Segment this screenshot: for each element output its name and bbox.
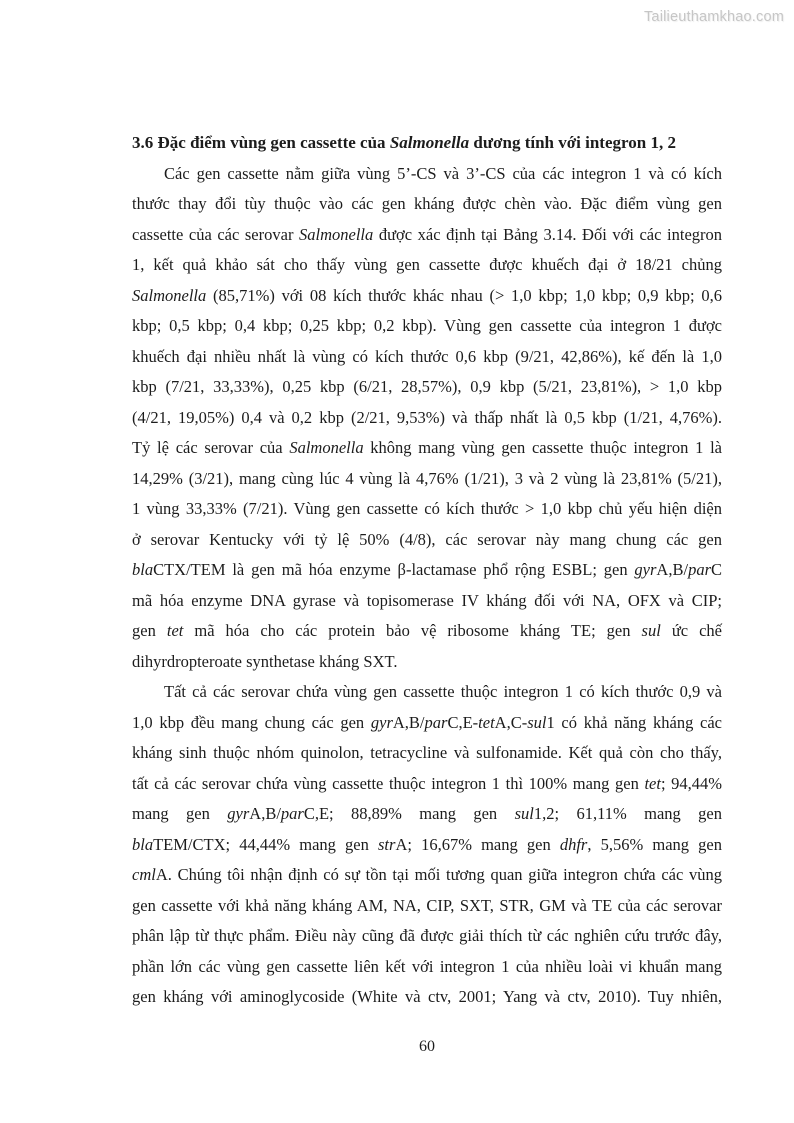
document-content <box>132 128 722 1013</box>
text-line: Salmonella (85,71%) với 08 kích thước khác nhau (> 1,0 kbp; 1,0 kbp; 0,9 kbp; 0,6 <box>132 285 722 305</box>
text-line: cmlA. Chúng tôi nhận định có sự tồn tại mối tương quan giữa integron chứa các vùng <box>132 865 722 884</box>
text-line: phần lớn các vùng gen cassette liên kết với integron 1 của nhiều loài vi khuẩn mang <box>132 956 722 976</box>
text-line: 1, kết quả khảo sát cho thấy vùng gen cassette được khuếch đại ở 18/21 chủng <box>132 255 722 274</box>
paragraph-2 <box>132 677 722 1013</box>
text-line: gen cassette với khả năng kháng AM, NA, CIP, SXT, STR, GM và TE của các serovar <box>132 895 722 915</box>
text-line: 14,29% (3/21), mang cùng lúc 4 vùng là 4,76% (1/21), 3 và 2 vùng là 23,81% (5/21), <box>132 468 722 488</box>
text-line: Tỷ lệ các serovar của Salmonella không mang vùng gen cassette thuộc integron 1 là <box>132 438 722 457</box>
text-line: kbp; 0,5 kbp; 0,4 kbp; 0,25 kbp; 0,2 kbp). Vùng gen cassette của integron 1 được <box>132 316 722 335</box>
page-number: 60 <box>419 1038 435 1055</box>
text-line: khuếch đại nhiều nhất là vùng có kích thước 0,6 kbp (9/21, 42,86%), kế đến là 1,0 <box>132 346 722 366</box>
text-line: Tất cả các serovar chứa vùng gen cassette thuộc integron 1 có kích thước 0,9 và <box>164 682 722 701</box>
text-line: Các gen cassette nằm giữa vùng 5’-CS và 3’-CS của các integron 1 và có kích <box>164 163 722 183</box>
text-line: ở serovar Kentucky với tỷ lệ 50% (4/8), các serovar này mang chung các gen <box>132 529 722 549</box>
text-line: gen tet mã hóa cho các protein bảo vệ ribosome kháng TE; gen sul ức chế <box>132 621 723 640</box>
text-line: kbp (7/21, 33,33%), 0,25 kbp (6/21, 28,57%), 0,9 kbp (5/21, 23,81%), > 1,0 kbp <box>132 377 722 396</box>
text-line: blaCTX/TEM là gen mã hóa enzyme β-lactamase phổ rộng ESBL; gen gyrA,B/parC <box>132 560 722 579</box>
text-line: kháng sinh thuộc nhóm quinolon, tetracycline và sulfonamide. Kết quả còn cho thấy, <box>132 743 722 762</box>
text-line: phân lập từ thực phẩm. Điều này cũng đã được giải thích từ các nghiên cứu trước đây, <box>132 926 722 945</box>
text-line: mang gen gyrA,B/parC,E; 88,89% mang gen sul1,2; 61,11% mang gen <box>132 804 722 823</box>
text-line: dihyrdropteroate synthetase kháng SXT. <box>132 651 398 671</box>
watermark: Tailieuthamkhao.com <box>643 9 784 25</box>
text-line: cassette của các serovar Salmonella được xác định tại Bảng 3.14. Đối với các integron <box>132 224 723 244</box>
section-heading: 3.6 Đặc điểm vùng gen cassette của Salmonella dương tính với integron 1, 2 <box>132 133 676 152</box>
text-line: blaTEM/CTX; 44,44% mang gen strA; 16,67% mang gen dhfr, 5,56% mang gen <box>132 834 722 854</box>
text-line: thước thay đổi tùy thuộc vào các gen kháng được chèn vào. Đặc điểm vùng gen <box>132 194 722 213</box>
text-line: gen kháng với aminoglycoside (White và ctv, 2001; Yang và ctv, 2010). Tuy nhiên, <box>132 987 722 1006</box>
paragraph-1 <box>132 159 722 678</box>
text-line: mã hóa enzyme DNA gyrase và topisomerase IV kháng đối với NA, OFX và CIP; <box>132 590 722 610</box>
text-line: (4/21, 19,05%) 0,4 và 0,2 kbp (2/21, 9,53%) và thấp nhất là 0,5 kbp (1/21, 4,76%). <box>132 407 722 427</box>
text-line: tất cả các serovar chứa vùng cassette thuộc integron 1 thì 100% mang gen tet; 94,44% <box>132 773 722 793</box>
text-line: 1,0 kbp đều mang chung các gen gyrA,B/parC,E-tetA,C-sul1 có khả năng kháng các <box>132 712 723 732</box>
text-line: 1 vùng 33,33% (7/21). Vùng gen cassette có kích thước > 1,0 kbp chủ yếu hiện diện <box>132 499 722 518</box>
